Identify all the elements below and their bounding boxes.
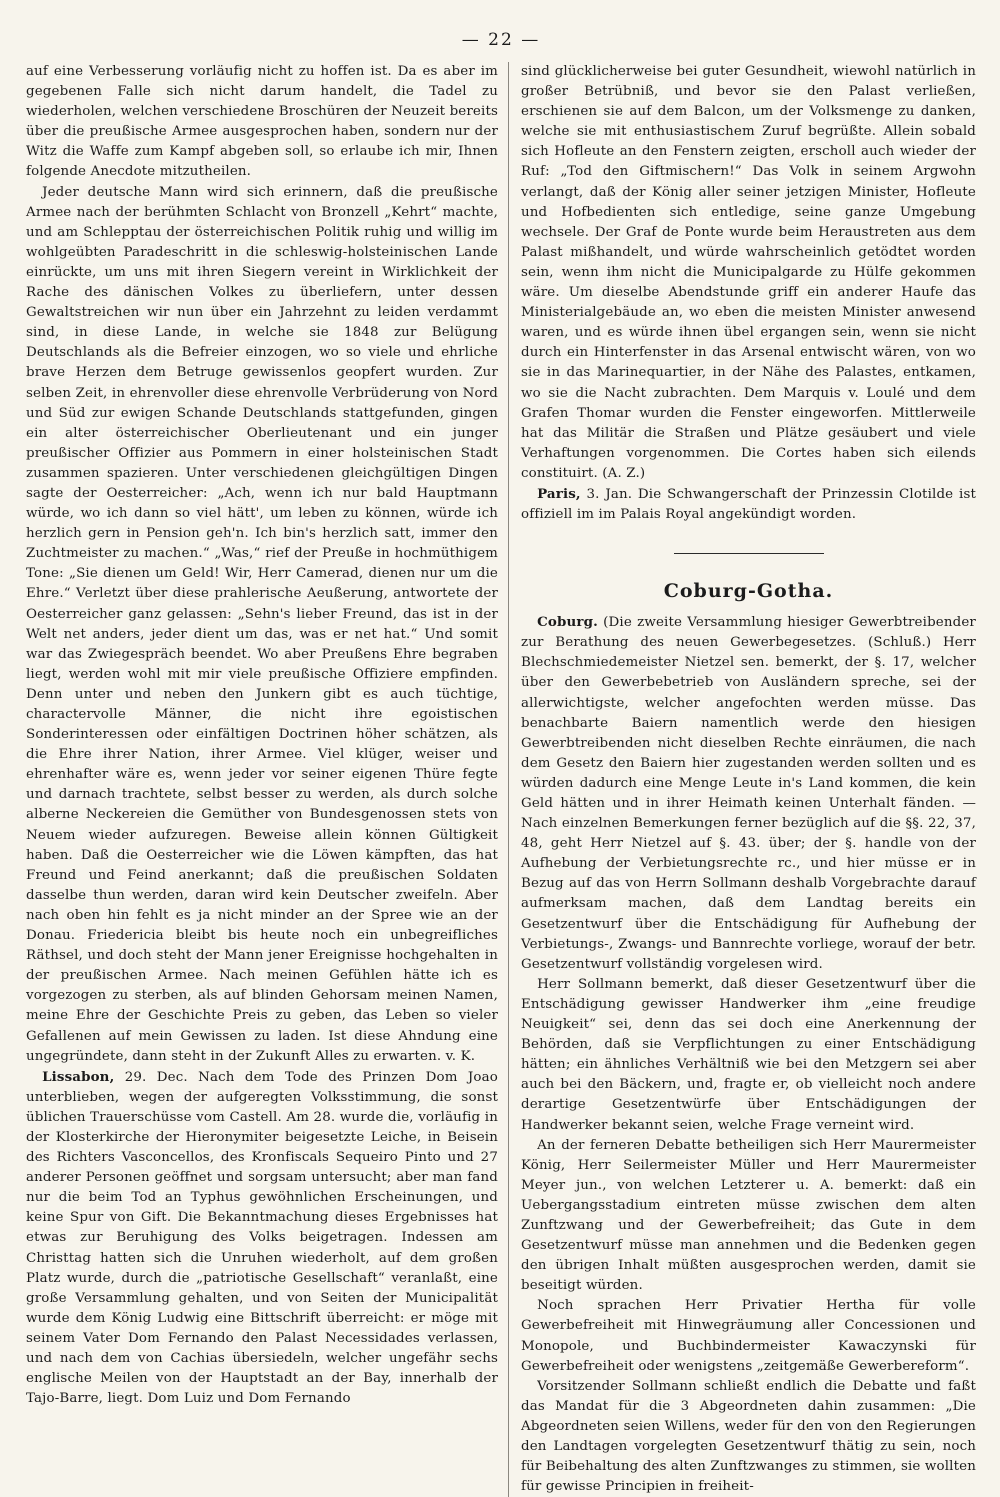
left-column — [26, 62, 509, 1497]
article-paragraph: Jeder deutsche Mann wird sich erinnern, daß die preußische Armee nach der berühmten Schlacht von Bronzell „Kehrt“ machte, und am Schlepptau der österreichischen Politik ruhig und willig im wohlgeübten Paradeschritt in die schleswig-holsteinischen Lande einrückte, um uns mit ihren Siegern vereint in Wirklichkeit der Rache des dänischen Volkes zu überliefern, unter dessen Gewaltstreichen wir nun über ein Jahrzehnt zu leiden verdammt sind, in diese Lande, in welche sie 1848 zur Belügung Deutschlands als die Befreier einzogen, wo so viele und ehrliche brave Herzen dem Betruge gewissenlos geopfert wurden. Zur selben Zeit, in ehrenvoller diese ehrenvolle Verbrüderung von Nord und Süd zur ewigen Schande Deutschlands stattgefunden, gingen ein alter österreichischer Oberlieutenant und ein junger preußischer Offizier aus Pommern in einer holsteinischen Stadt zusammen spazieren. Unter verschiedenen gleichgültigen Dingen sagte der Oesterreicher: „Ach, wenn ich nur bald Hauptmann würde, wo ich dann so viel hätt', um leben zu können, würde ich herzlich gern in Pension geh'n. Ich bin's herzlich satt, immer den Zuchtmeister zu machen.“ „Was,“ rief der Preuße in hochmüthigem Tone: „Sie dienen um Geld! Wir, Herr Camerad, dienen nur um die Ehre.“ Verletzt über diese prahlerische Aeußerung, antwortete der Oesterreicher ganz gelassen: „Sehn's lieber Freund, das ist in der Welt net anders, jeder dient um das, was er net hat.“ Und somit war das Zwiegespräch beendet. Wo aber Preußens Ehre begraben liegt, werden wohl mit mir viele preußische Offiziere empfinden. Denn unter und neben den Junkern gibt es auch tüchtige, charactervolle Männer, die nicht ihre egoistischen Sonderinteressen oder einfältigen Doctrinen höher schätzen, als die Ehre ihrer Nation, ihrer Armee. Viel klüger, weiser und ehrenhafter wäre es, wenn jeder vor seiner eigenen Thüre fegte und darnach trachtete, selbst besser zu werden, als durch solche alberne Neckereien die Gemüther von Bundesgenossen stets von Neuem wieder aufzuregen. Beweise allein können Gültigkeit haben. Daß die Oesterreicher wie die Löwen kämpften, das hat Freund und Feind anerkannt; daß die preußischen Soldaten dasselbe thun werden, daran wird kein Deutscher zweifeln. Aber nach oben hin fehlt es ja nicht minder an der Spree wie an der Donau. Friedericia bleibt bis heute noch ein unbegreifliches Räthsel, und doch steht der Mann jener Ereignisse hochgehalten in der preußischen Armee. Nach meinen Gefühlen hätte ich es vorgezogen zu sterben, als auf blinden Gehorsam meinen Namen, meine Ehre der Geschichte Preis zu geben, das Leben so vieler Gefallenen auf mein Gewissen zu laden. Ist diese Ahndung eine ungegründete, dann steht in der Zukunft Alles zu erwarten. v. K. — [26, 184, 498, 1064]
article-paragraph: Noch sprachen Herr Privatier Hertha für volle Gewerbefreiheit mit Hinwegräumung aller Concessionen und Monopole, und Buchbindermeister Kawaczynski für Gewerbefreiheit oder wenigstens „zeitgemäße Gewerbereform“. — [521, 1298, 976, 1374]
lisbon-continuation: sind glücklicherweise bei guter Gesundheit, wiewohl natürlich in großer Betrübniß, und bevor sie den Palast verließen, erschienen sie auf dem Balcon, um der Volksmenge zu danken, welche sie mit enthusiastischem Zuruf begrüßte. Allein sobald sich Hofleute an den Fenstern zeigten, erscholl auch wieder der Ruf: „Tod den Giftmischern!“ Das Volk in seinem Argwohn verlangt, daß der König aller seiner jetzigen Minister, Hofleute und Hofbedienten sich entledige, seine ganze Umgebung wechsele. Der Graf de Ponte wurde beim Heraustreten aus dem Palast mißhandelt, und würde wahrscheinlich getödtet worden sein, wenn ihm nicht die Municipalgarde zu Hülfe gekommen wäre. Um dieselbe Abendstunde griff ein anderer Haufe das Ministerialgebäude an, wo eben die meisten Minister anwesend waren, und es würde ihnen übel ergangen sein, wenn sie nicht durch ein Hinterfenster in das Arsenal entwischt wären, von wo sie in das Marinequartier, in der Nähe des Palastes, entkamen, wo sie die Nacht zubrachten. Dem Marquis v. Loulé und dem Grafen Thomar wurden die Fenster eingeworfen. Mittlerweile hat das Militär die Straßen und Plätze gesäubert und viele Verhaftungen vorgenommen. Die Cortes haben sich eilends constituirt. (A. Z.) — [521, 64, 976, 481]
text-columns — [26, 62, 976, 1497]
article-paragraph: Herr Sollmann bemerkt, daß dieser Gesetzentwurf über die Entschädigung gewisser Handwerker ihm „eine freudige Neuigkeit“ sei, denn das sei doch eine Anerkennung der Behörden, daß sie Verpflichtungen zu einer Entschädigung hätten; ein ähnliches Verhältniß wie bei den Metzgern sei aber auch bei den Bäckern, und, fragte er, ob vielleicht noch andere derartige Gesetzentwürfe über Entschädigungen der Handwerker bekannt seien, welche Frage verneint wird. — [521, 976, 976, 1133]
dateline-lisbon: Lissabon, — [42, 1068, 115, 1085]
coburg-report — [521, 612, 976, 975]
article-paragraph: auf eine Verbesserung vorläufig nicht zu hoffen ist. Da es aber im gegebenen Falle sich nicht darum handelt, die Tadel zu wiederholen, welchen verschiedene Broschüren der Neuzeit bereits über die preußische Armee ausgesprochen haben, sondern nur der Witz die Waffe zum Kampf abgeben soll, so erlaube ich mir, Ihnen folgende Anecdote mitzutheilen. — [26, 64, 498, 180]
lisbon-text: 29. Dec. Nach dem Tode des Prinzen Dom Joao unterblieben, wegen der aufgeregten Volksstimmung, die sonst üblichen Trauerschüsse vom Castell. Am 28. wurde die, vorläufig in der Klosterkirche der Hieronymiter beigesetzte Leiche, in Beisein des Richters Vasconcellos, des Kronfiscals Sequeiro Pinto und 27 anderer Personen geöffnet und sorgsam untersucht; aber man fand nur die beim Tod an Typhus gewöhnlichen Erscheinungen, und keine Spur von Gift. Die Bekanntmachung dieses Ergebnisses hat etwas zur Beruhigung des Volks beigetragen. Indessen am Christtag hatten sich die Unruhen wiederholt, auf dem großen Platz wurde, durch die „patriotische Gesellschaft“ veranlaßt, eine große Versammlung gehalten, und von Seiten der Municipalität wurde dem König Ludwig eine Bittschrift überreicht: er möge mit seinem Vater Dom Fernando den Palast Necessidades verlassen, und nach dem von Cachias übersiedeln, welcher ungefähr sechs englische Meilen von der Hauptstadt an der Bay, innerhalb der Tajo-Barre, liegt. Dom Luiz und Dom Fernando — [26, 1069, 498, 1407]
dateline-coburg: Coburg. — [537, 614, 598, 631]
right-column — [509, 62, 976, 1497]
dateline-paris: Paris, — [537, 485, 581, 502]
paris-text: 3. Jan. Die Schwangerschaft der Prinzessin Clotilde ist offiziell im im Palais Royal angekündigt worden. — [521, 486, 976, 523]
paris-report — [521, 484, 976, 525]
section-heading: Coburg-Gotha. — [663, 580, 834, 603]
section-divider — [674, 553, 824, 554]
article-paragraph: Vorsitzender Sollmann schließt endlich die Debatte und faßt das Mandat für die 3 Abgeordneten dahin zusammen: „Die Abgeordneten seien Willens, weder für den von den Regierungen den Landtagen vorgelegten Gesetzentwurf thätig zu sein, noch für Beibehaltung des alten Zunftzwanges zu stimmen, sie wollten für gewisse Principien in freiheit- — [521, 1378, 976, 1495]
article-paragraph: An der ferneren Debatte betheiligen sich Herr Maurermeister König, Herr Seilermeister Müller und Herr Maurermeister Meyer jun., von welchen Letzterer u. A. bemerkt: daß ein Uebergangsstadium eintreten müsse zwischen dem alten Zunftzwang und der Gewerbefreiheit; das Gute in dem Gesetzentwurf müsse man annehmen und die Bedenken gegen den übrigen Inhalt müßten ausgesprochen werden, damit sie beseitigt würden. — [521, 1137, 976, 1294]
page-number: — 22 — — [461, 30, 541, 50]
coburg-text: (Die zweite Versammlung hiesiger Gewerbtreibender zur Berathung des neuen Gewerbegesetzes. (Schluß.) Herr Blechschmiedemeister Nietzel sen. bemerkt, der §. 17, welcher über den Gewerbebetrieb von Ausländern spreche, sei der allerwichtigste, welcher angefochten werden müsse. Das benachbarte Baiern namentlich werde den hiesigen Gewerbtreibenden nicht dieselben Rechte einräumen, die nach dem Gesetz den Baiern hier zugestanden werden sollten und es würden dadurch eine Menge Leute in's Land kommen, die kein Geld hätten und in ihrer Heimath keinen Unterhalt fänden. — Nach einzelnen Bemerkungen ferner bezüglich auf die §§. 22, 37, 48, geht Herr Nietzel auf §. 43. über; der §. handle von der Aufhebung der Verbietungsrechte rc., und hier müsse er in Bezug auf das von Herrn Sollmann deshalb Vorgebrachte darauf aufmerksam machen, daß dem Landtag bereits ein Gesetzentwurf über die Entschädigung für Aufhebung der Verbietungs-, Zwangs- und Bannrechte vorliege, worauf der betr. Gesetzentwurf vollständig vorgelesen wird. — [521, 615, 976, 972]
lisbon-report — [26, 1067, 498, 1410]
